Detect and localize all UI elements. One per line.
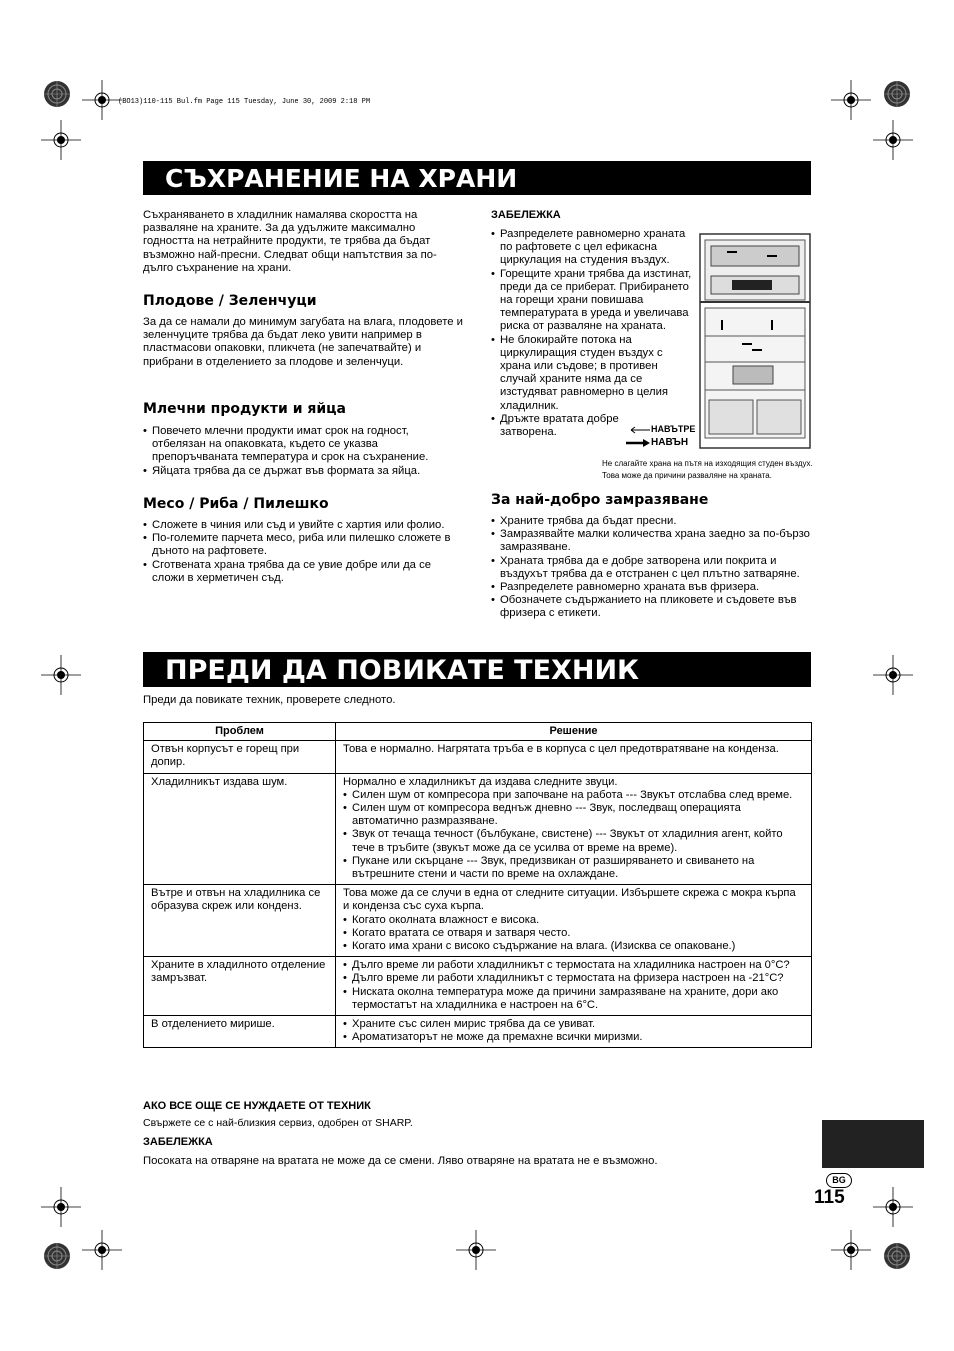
section-title-food-storage: СЪХРАНЕНИЕ НА ХРАНИ xyxy=(143,161,811,195)
problem-cell: В отделението мирише. xyxy=(144,1016,336,1048)
fruits-heading: Плодове / Зеленчуци xyxy=(143,293,317,309)
legend-in-label: НАВЪТРЕ xyxy=(651,424,696,434)
list-item: • Дръжте вратата добре затворена. xyxy=(491,413,620,439)
legend-arrow-in-icon xyxy=(625,426,651,434)
table-row xyxy=(144,741,812,773)
list-item: • Яйцата трябва да се държат във формата за яйца. xyxy=(143,465,465,478)
list-item: • Горещите храни трябва да изстинат, преди да се приберат. Прибирането на горещи храни повишава температурата в уреда и увеличава риска от развалянe на храната. xyxy=(491,268,692,334)
list-item: • Разпределете равномерно храната във фризера. xyxy=(491,581,811,594)
troubleshooting-intro: Преди да повикате техник, проверете следното. xyxy=(143,694,396,706)
problem-cell: Хладилникът издава шум. xyxy=(144,773,336,885)
meat-heading: Месо / Риба / Пилешко xyxy=(143,496,329,512)
table-row xyxy=(144,885,812,957)
list-item: • Сготвената храна трябва да се увие добре или да се сложи в херметичен съд. xyxy=(143,559,465,585)
freezing-list xyxy=(491,515,811,621)
dairy-heading: Млечни продукти и яйца xyxy=(143,401,346,417)
solution-cell xyxy=(336,773,812,885)
meat-list xyxy=(143,519,465,585)
list-item: • Силен шум от компресора веднъж дневно --- Звук, последващ операцията автоматично размразяване. xyxy=(343,802,804,828)
list-item: • Замразявайте малки количества храна заедно за по-бързо замразяване. xyxy=(491,528,811,554)
table-row xyxy=(144,773,812,885)
table-row xyxy=(144,957,812,1016)
language-tab xyxy=(822,1120,924,1168)
diagram-caption-line2: Това може да причини развалянe на храната. xyxy=(602,471,772,480)
legend-out-label: НАВЪН xyxy=(651,437,689,448)
list-item: • Когато има храни с високо съдържание на влага. (Изисква се опаковане.) xyxy=(343,940,804,953)
fruits-paragraph: За да се намали до минимум загубата на влага, плодовете и зеленчуците трябва да бъдат леко увити например в пластмасови опаковки, пликчета (не запечатвайте) и прибрани в отделението за плодове и зеленчуци. xyxy=(143,316,463,368)
list-item: • По-големите парчета месо, риба или пилешко сложете в дъното на рафтовете. xyxy=(143,532,465,558)
solution-cell xyxy=(336,1016,812,1048)
list-item: • Дълго време ли работи хладилникът с термостата на хладилника настроен на 0°C? xyxy=(343,959,804,972)
list-item: • Когато вратата се отваря и затваря често. xyxy=(343,927,804,940)
section-title-troubleshooting: ПРЕДИ ДА ПОВИКАТЕ ТЕХНИК xyxy=(143,652,811,687)
list-item: • Повечето млечни продукти имат срок на годност, отбелязан на опаковката, където се указва препоръчваната температура и срок на съхранение. xyxy=(143,425,465,465)
intro-paragraph: Съхраняването в хладилник намалява скоростта на развалянe на храните. За да удължите максимално годността на нетрайните продукти, те трябва да бъдат възможно най-пресни. Следват общи напътствия за по-дълго съхранение на храни. xyxy=(143,209,437,274)
list-item: • Обозначете съдържанието на пликовете и съдовете във фризера с етикети. xyxy=(491,594,811,620)
language-badge: BG xyxy=(826,1173,852,1188)
table-header-row xyxy=(144,723,812,741)
list-item: • Сложете в чиния или съд и увийте с хартия или фолио. xyxy=(143,519,465,532)
need-technician-heading: АКО ВСЕ ОЩЕ СЕ НУЖДАЕТЕ ОТ ТЕХНИК xyxy=(143,1100,371,1112)
solution-cell xyxy=(336,885,812,957)
column-header-problem: Проблем xyxy=(144,723,336,741)
note-list xyxy=(491,228,692,439)
solution-lead: Нормално е хладилникът да издава следните звуци. xyxy=(343,775,618,788)
solution-list xyxy=(343,914,804,954)
final-note-text: Посоката на отваряне на вратата не може да се смени. Ляво отваряне на вратата не е възможно. xyxy=(143,1155,658,1167)
note-heading: ЗАБЕЛЕЖКА xyxy=(491,209,561,221)
list-item: • Храните трябва да бъдат пресни. xyxy=(491,515,811,528)
problem-cell: Вътре и отвън на хладилника се образува скреж или конденз. xyxy=(144,885,336,957)
list-item: • Ароматизаторът не може да премахне всички миризми. xyxy=(343,1031,804,1044)
column-header-solution: Решение xyxy=(336,723,812,741)
list-item: • Разпределете равномерно храната по рафтовете с цел ефикасна циркулация на студения въздух. xyxy=(491,228,692,268)
fridge-airflow-diagram xyxy=(697,232,812,450)
solution-list xyxy=(343,1018,804,1044)
table-row xyxy=(144,1016,812,1048)
list-item: • Храната трябва да е добре затворена или покрита и въздухът трябва да е отстранен с цел плътно затваряне. xyxy=(491,555,811,581)
solution-cell xyxy=(336,741,812,773)
list-item: • Когато околната влажност е висока. xyxy=(343,914,804,927)
file-header: (BO13)110-115 Bul.fm Page 115 Tuesday, June 30, 2009 2:18 PM xyxy=(118,98,371,106)
problem-cell: Храните в хладилното отделение замръзват. xyxy=(144,957,336,1016)
list-item: • Пукане или скърцане --- Звук, предизвикан от разширяването и свиването на вътрешните стени и части по време на охлаждане. xyxy=(343,855,804,881)
page-number: 115 xyxy=(814,1187,845,1208)
list-item: • Не блокирайте потока на циркулиращия студен въздух с храна или съдове; в противен случай храните няма да се изстудяват равномерно в целия хладилник. xyxy=(491,334,692,413)
solution-cell xyxy=(336,957,812,1016)
list-item: • Звук от течаща течност (бълбукане, свистене) --- Звукът от хладилния агент, който тече в тръбите (звукът може да се усилва от време на време). xyxy=(343,828,804,854)
list-item: • Ниската околна температура може да причини замразяване на храните, дори ако термостатът на хладилника е настроен на 6°C. xyxy=(343,986,804,1012)
solution-lead: Това е нормално. Нагрятата тръба е в корпуса с цел предотвратяване на конденза. xyxy=(343,743,779,756)
freezing-heading: За най-добро замразяване xyxy=(491,492,709,508)
solution-list xyxy=(343,959,804,1012)
final-note-heading: ЗАБЕЛЕЖКА xyxy=(143,1136,213,1148)
list-item: • Храните със силен мирис трябва да се увиват. xyxy=(343,1018,804,1031)
solution-list xyxy=(343,789,804,881)
legend-arrow-out-icon xyxy=(625,439,651,447)
troubleshooting-table xyxy=(143,722,812,1048)
problem-cell: Отвън корпусът е горещ при допир. xyxy=(144,741,336,773)
list-item: • Дълго време ли работи хладилникът с термостата на фризера настроен на -21°C? xyxy=(343,972,804,985)
list-item: • Силен шум от компресора при започване на работа --- Звукът отслабва след време. xyxy=(343,789,804,802)
dairy-list xyxy=(143,425,465,478)
diagram-caption-line1: Не слагайте храна на пътя на изходящия студен въздух. xyxy=(602,459,813,468)
need-technician-text: Свържете се с най-близкия сервиз, одобрен от SHARP. xyxy=(143,1117,413,1129)
solution-lead: Това може да се случи в една от следните ситуации. Избършете скрежа с мокра кърпа и конденза със суха кърпа. xyxy=(343,887,796,913)
